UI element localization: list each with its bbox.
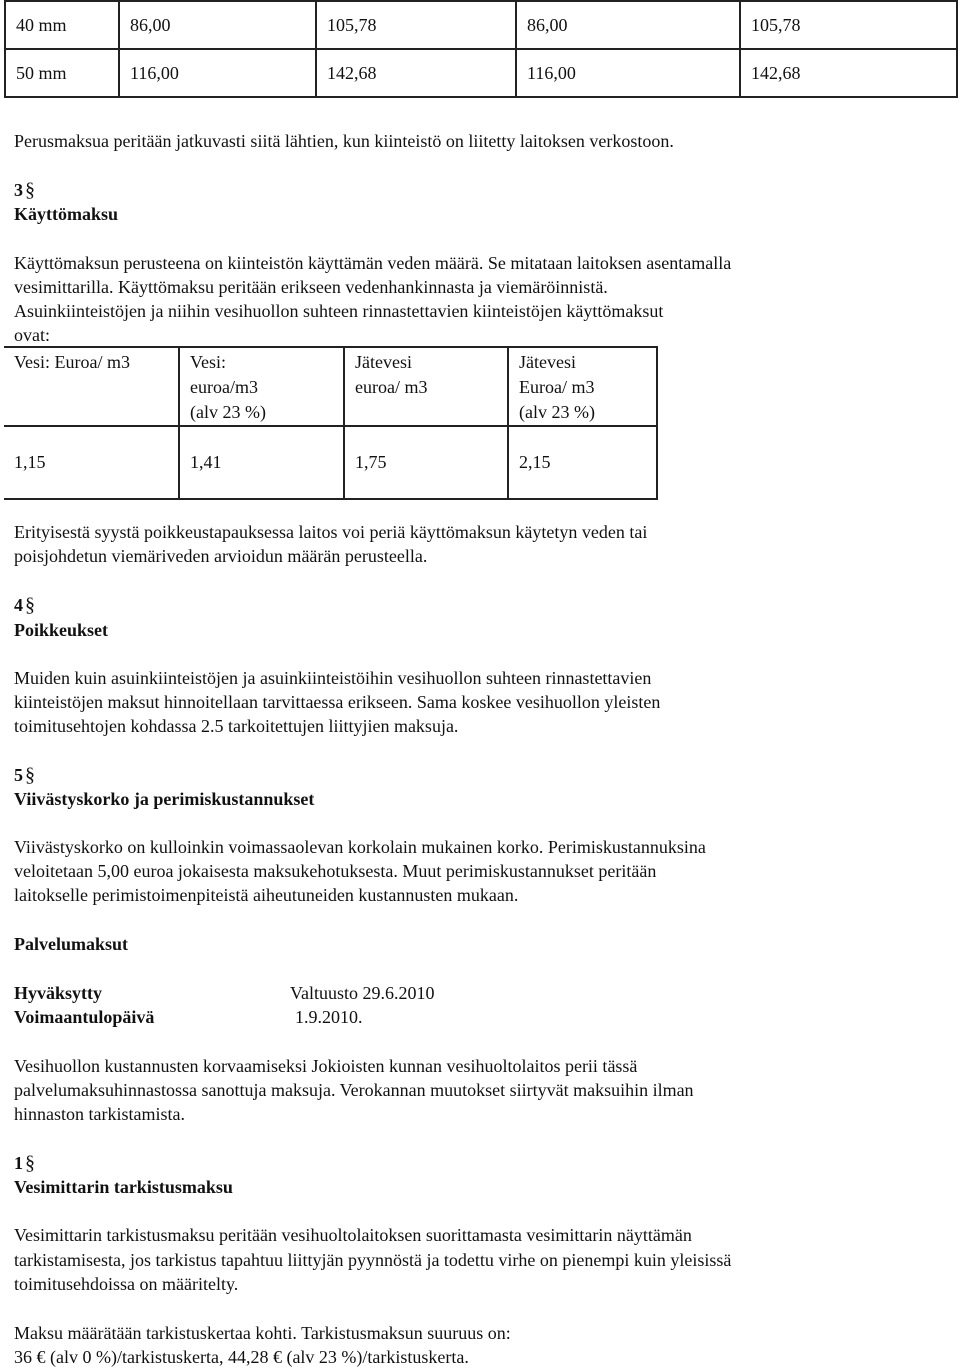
table-cell: 86,00	[119, 1, 316, 49]
palvelumaksut-intro: palvelumaksuhinnastossa sanottuja maksuja. Verokannan muutokset siirtyvät maksuihin ilman	[14, 1080, 694, 1100]
section-4-title: Poikkeukset	[14, 620, 109, 640]
section-5-number: 5 §	[14, 764, 35, 786]
section-3-line: Asuinkiinteistöjen ja niihin vesihuollon suhteen rinnastettavien kiinteistöjen käyttömaksut	[14, 301, 664, 321]
section-symbol-icon: §	[25, 594, 35, 616]
paragraph-perusmaksu: Perusmaksua peritään jatkuvasti siitä lähtien, kun kiinteistö on liitetty laitoksen verkostoon.	[14, 131, 674, 151]
effective-row	[14, 1005, 363, 1029]
table-header-row	[4, 347, 657, 426]
approved-label: Hyväksytty	[14, 983, 103, 1003]
table-cell: 1,41	[179, 426, 344, 499]
section-3-line: vesimittarilla. Käyttömaksu peritään erikseen vedenhankinnasta ja viemäröinnistä.	[14, 277, 608, 297]
paragraph-erityisesta: poisjohdetun viemäriveden arvioidun määrän perusteella.	[14, 546, 428, 566]
table-cell: 1,75	[344, 426, 508, 499]
effective-label: Voimaantulopäivä	[14, 1007, 155, 1027]
table-row	[5, 1, 957, 49]
effective-value: 1.9.2010.	[295, 1007, 363, 1027]
approved-row	[14, 981, 435, 1005]
section-5-line: veloitetaan 5,00 euroa jokaisesta maksukehotuksesta. Muut perimiskustannukset peritään	[14, 861, 657, 881]
section-1-line: toimitusehdoissa on määritelty.	[14, 1274, 239, 1294]
table-cell: 50 mm	[5, 49, 119, 97]
table-cell: 40 mm	[5, 1, 119, 49]
section-symbol-icon: §	[25, 1152, 35, 1174]
usage-fee-table	[4, 346, 658, 500]
table-cell: 105,78	[316, 1, 516, 49]
table-cell: 142,68	[316, 49, 516, 97]
basic-fee-table	[4, 0, 958, 98]
section-symbol-icon: §	[25, 764, 35, 786]
section-5-line: laitokselle perimistoimenpiteistä aiheutuneiden kustannusten mukaan.	[14, 885, 519, 905]
section-3-line: Käyttömaksun perusteena on kiinteistön käyttämän veden määrä. Se mitataan laitoksen asentamalla	[14, 253, 732, 273]
section-4-line: kiinteistöjen maksut hinnoitellaan tarvittaessa erikseen. Sama koskee vesihuollon yleisten	[14, 692, 661, 712]
section-4-number: 4 §	[14, 594, 35, 616]
table-cell: 2,15	[508, 426, 657, 499]
section-4-line: Muiden kuin asuinkiinteistöjen ja asuinkiinteistöihin vesihuollon suhteen rinnastettavien	[14, 668, 652, 688]
table-cell: 1,15	[4, 426, 179, 499]
section-1-line: tarkistamisesta, jos tarkistus tapahtuu liittyjän pyynnöstä ja todettu virhe on pienempi kuin yleisissä	[14, 1250, 732, 1270]
header-cell: Jätevesi euroa/ m3	[344, 347, 508, 426]
section-1-title: Vesimittarin tarkistusmaksu	[14, 1177, 233, 1197]
table-cell: 86,00	[516, 1, 740, 49]
palvelumaksut-intro: hinnaston tarkistamista.	[14, 1104, 185, 1124]
palvelumaksut-intro: Vesihuollon kustannusten korvaamiseksi Jokioisten kunnan vesihuoltolaitos perii tässä	[14, 1056, 638, 1076]
table-row	[5, 49, 957, 97]
paragraph-erityisesta: Erityisestä syystä poikkeustapauksessa laitos voi periä käyttömaksun käytetyn veden tai	[14, 522, 648, 542]
table-cell: 105,78	[740, 1, 957, 49]
section-4-line: toimitusehtojen kohdassa 2.5 tarkoitettujen liittyjien maksuja.	[14, 716, 459, 736]
table-row	[4, 426, 657, 499]
section-symbol-icon: §	[25, 179, 35, 201]
section-1-line: Maksu määrätään tarkistuskertaa kohti. Tarkistusmaksun suuruus on:	[14, 1323, 511, 1343]
section-5-line: Viivästyskorko on kulloinkin voimassaolevan korkolain mukainen korko. Perimiskustannuksina	[14, 837, 706, 857]
section-5-title: Viivästyskorko ja perimiskustannukset	[14, 789, 315, 809]
table-cell: 116,00	[119, 49, 316, 97]
table-cell: 116,00	[516, 49, 740, 97]
section-1-line: Vesimittarin tarkistusmaksu peritään vesihuoltolaitoksen suorittamasta vesimittarin näyttämän	[14, 1225, 692, 1245]
section-3-line: ovat:	[14, 325, 50, 345]
section-1-number: 1 §	[14, 1152, 35, 1174]
header-cell: Jätevesi Euroa/ m3 (alv 23 %)	[508, 347, 657, 426]
section-3-number: 3 §	[14, 179, 35, 201]
header-cell: Vesi: Euroa/ m3	[4, 347, 179, 426]
section-1-line: 36 € (alv 0 %)/tarkistuskerta, 44,28 € (alv 23 %)/tarkistuskerta.	[14, 1347, 469, 1367]
header-cell: Vesi: euroa/m3 (alv 23 %)	[179, 347, 344, 426]
approved-value: Valtuusto 29.6.2010	[290, 983, 435, 1003]
table-cell: 142,68	[740, 49, 957, 97]
section-3-title: Käyttömaksu	[14, 204, 119, 224]
palvelumaksut-heading: Palvelumaksut	[14, 934, 129, 954]
